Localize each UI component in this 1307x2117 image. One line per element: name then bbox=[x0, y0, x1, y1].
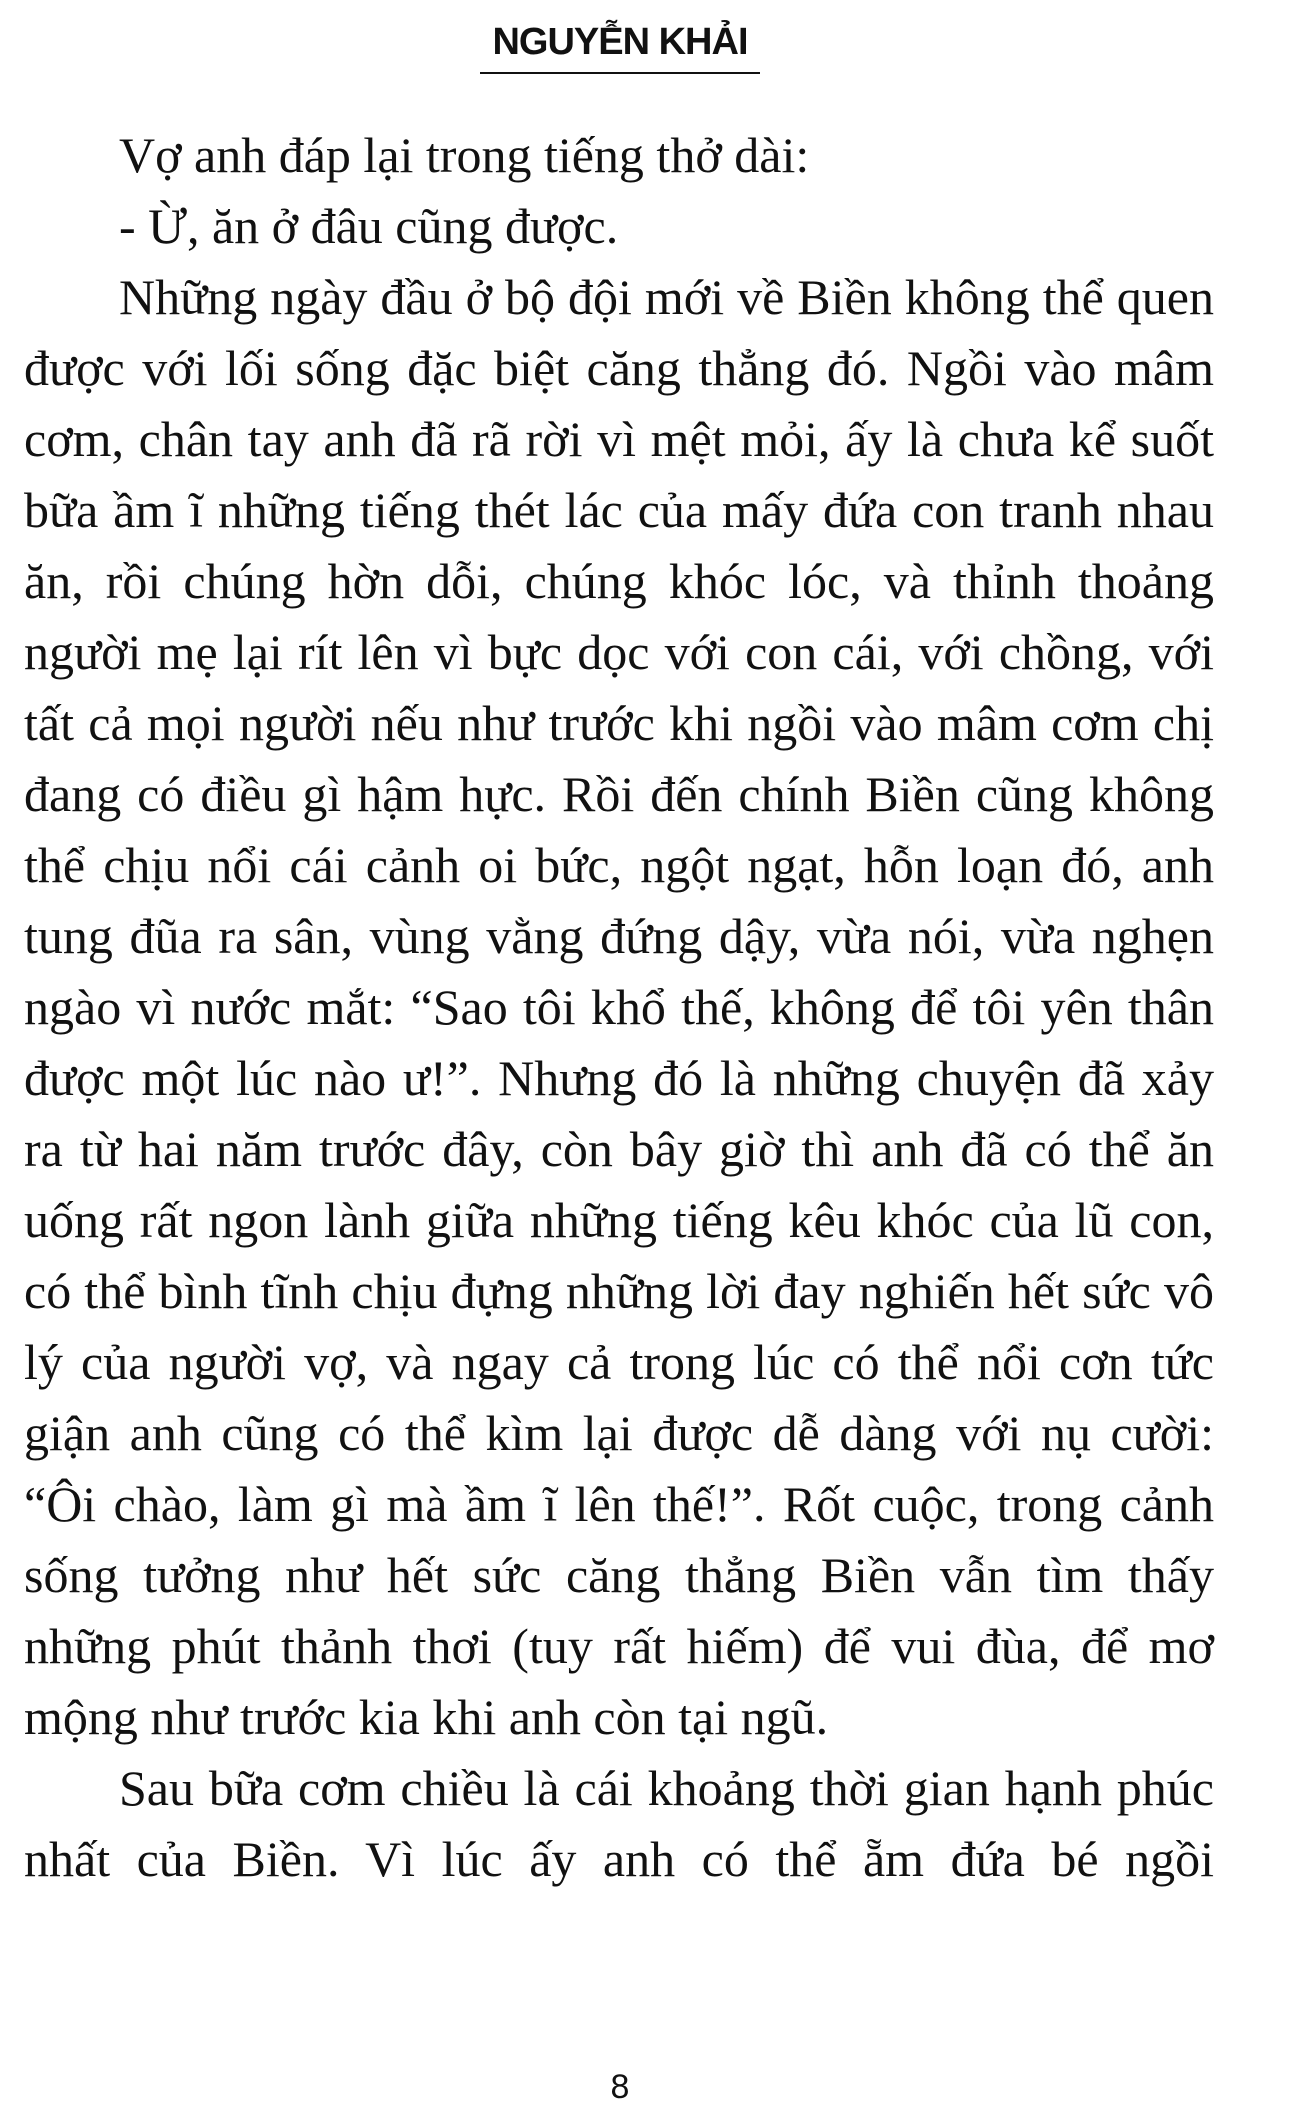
paragraph: Sau bữa cơm chiều là cái khoảng thời gian hạnh phúc nhất của Biền. Vì lúc ấy anh có thể ẵm đứa bé ngồi bbox=[24, 1760, 1214, 1887]
running-header bbox=[0, 22, 1240, 74]
paragraph: Những ngày đầu ở bộ đội mới về Biền không thể quen được với lối sống đặc biệt căng thẳng đó. Ngồi vào mâm cơm, chân tay anh đã rã rời vì mệt mỏi, ấy là chưa kể suốt bữa ầm ĩ những tiếng thét lác của mấy đứa con tranh nhau ăn, rồi chúng hờn dỗi, chúng khóc lóc, và thỉnh thoảng người mẹ lại rít lên vì bực dọc với con cái, với chồng, với tất cả mọi người nếu như trước khi ngồi vào mâm cơm chị đang có điều gì hậm hực. Rồi đến chính Biền cũng không thể chịu nổi cái cảnh oi bức, ngột ngạt, hỗn loạn đó, anh tung đũa ra sân, vùng vằng đứng dậy, vừa nói, vừa nghẹn ngào vì nước mắt: “Sao tôi khổ thế, không để tôi yên thân được một lúc nào ư!”. Nhưng đó là những chuyện đã xảy ra từ hai năm trước đây, còn bây giờ thì anh đã có thể ăn uống rất ngon lành giữa những tiếng kêu khóc của lũ con, có thể bình tĩnh chịu đựng những lời đay nghiến hết sức vô lý của người vợ, và ngay cả trong lúc có thể nổi cơn tức giận anh cũng có thể kìm lại được dễ dàng với nụ cười: “Ôi chào, làm gì mà ầm ĩ lên thế!”. Rốt cuộc, trong cảnh sống tưởng như hết sức căng thẳng Biền vẫn tìm thấy những phút thảnh thơi (tuy rất hiếm) để vui đùa, để mơ mộng như trước kia khi anh còn tại ngũ. bbox=[24, 269, 1214, 1745]
author-name: NGUYỄN KHẢI bbox=[480, 22, 759, 74]
body-text bbox=[24, 120, 1214, 1895]
page-number: 8 bbox=[610, 2068, 630, 2106]
paragraph: - Ừ, ăn ở đâu cũng được. bbox=[119, 198, 619, 254]
paragraph: Vợ anh đáp lại trong tiếng thở dài: bbox=[119, 127, 810, 183]
